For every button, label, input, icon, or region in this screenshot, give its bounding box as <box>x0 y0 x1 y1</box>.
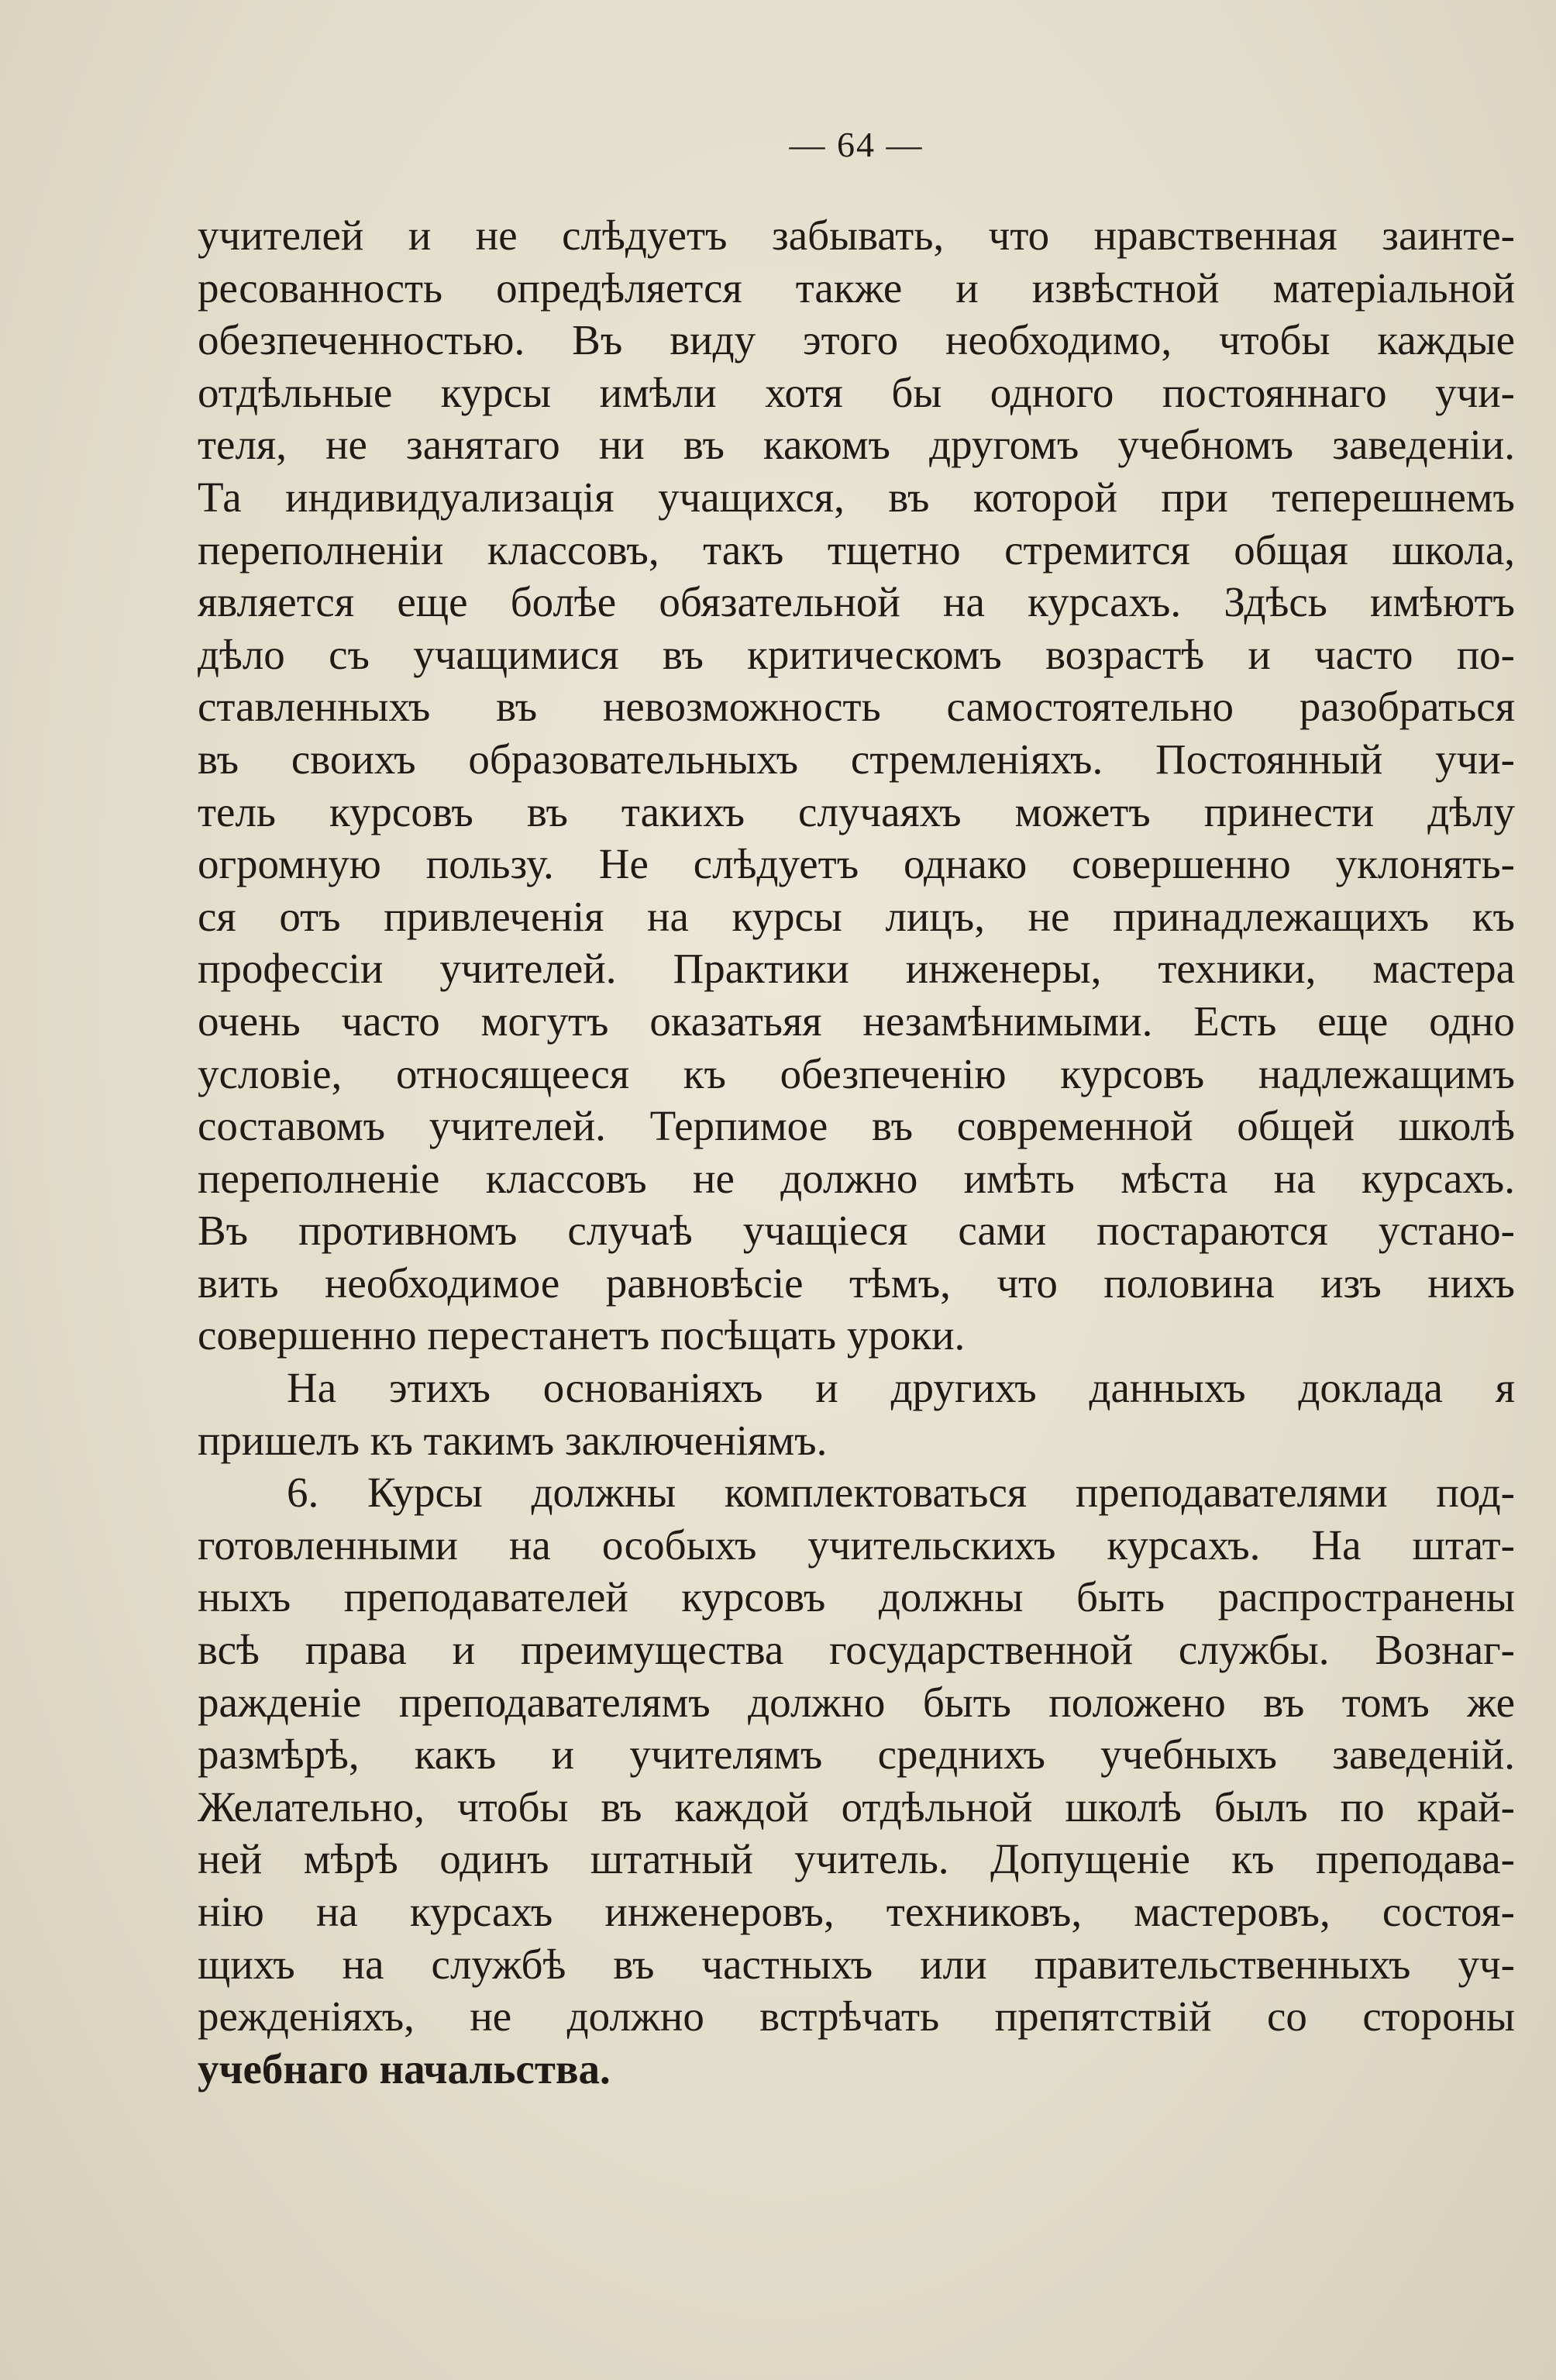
text-line: Въ противномъ случаѣ учащіеся сами постараются устано- <box>198 1207 1515 1255</box>
text-line: дѣло съ учащимися въ критическомъ возрастѣ и часто по- <box>198 630 1515 678</box>
text-line: ней мѣрѣ одинъ штатный учитель. Допущеніе къ преподава- <box>198 1835 1515 1883</box>
text-line: пришелъ къ такимъ заключеніямъ. <box>198 1416 828 1464</box>
page-body-text <box>198 209 1515 2095</box>
text-line: совершенно перестанетъ посѣщать уроки. <box>198 1311 966 1359</box>
text-line: Та индивидуализація учащихся, въ которой при теперешнемъ <box>198 473 1515 521</box>
text-line: 6. Курсы должны комплектоваться преподавателями под- <box>287 1469 1515 1517</box>
text-line: ныхъ преподавателей курсовъ должны быть распространены <box>198 1573 1515 1621</box>
text-line: тель курсовъ въ такихъ случаяхъ можетъ принести дѣлу <box>198 787 1515 835</box>
text-line: готовленными на особыхъ учительскихъ курсахъ. На штат- <box>198 1521 1515 1569</box>
text-line: щихъ на службѣ въ частныхъ или правительственныхъ уч- <box>198 1940 1515 1988</box>
text-line: теля, не занятаго ни въ какомъ другомъ учебномъ заведеніи. <box>198 421 1515 469</box>
text-line: нію на курсахъ инженеровъ, техниковъ, мастеровъ, состоя- <box>198 1888 1515 1935</box>
text-line: На этихъ основаніяхъ и другихъ данныхъ доклада я <box>287 1364 1515 1412</box>
text-line: учителей и не слѣдуетъ забывать, что нравственная заинте- <box>198 212 1515 259</box>
text-line: составомъ учителей. Терпимое въ современной общей школѣ <box>198 1102 1515 1150</box>
text-line: огромную пользу. Не слѣдуетъ однако совершенно уклонять- <box>198 840 1515 888</box>
text-line: вить необходимое равновѣсіе тѣмъ, что половина изъ нихъ <box>198 1259 1515 1307</box>
text-line: размѣрѣ, какъ и учителямъ среднихъ учебныхъ заведеній. <box>198 1731 1515 1779</box>
text-line: обезпеченностью. Въ виду этого необходимо, чтобы каждые <box>198 316 1515 364</box>
text-line: учебнаго начальства. <box>198 2044 611 2092</box>
text-line: переполненіе классовъ не должно имѣть мѣста на курсахъ. <box>198 1154 1515 1202</box>
text-line: режденіяхъ, не должно встрѣчать препятствій со стороны <box>198 1993 1515 2041</box>
text-line: является еще болѣе обязательной на курсахъ. Здѣсь имѣютъ <box>198 578 1515 626</box>
text-line: Желательно, чтобы въ каждой отдѣльной школѣ былъ по край- <box>198 1782 1515 1831</box>
text-line: ся отъ привлеченія на курсы лицъ, не принадлежащихъ къ <box>198 892 1515 940</box>
page-number: — 64 — <box>789 125 924 164</box>
text-line: очень часто могутъ оказатьяя незамѣнимыми. Есть еще одно <box>198 997 1515 1045</box>
text-line: условіе, относящееся къ обезпеченію курсовъ надлежащимъ <box>198 1049 1515 1097</box>
text-line: въ своихъ образовательныхъ стремленіяхъ. Постоянный учи- <box>198 735 1515 783</box>
text-line: ражденіе преподавателямъ должно быть положено въ томъ же <box>198 1678 1515 1726</box>
text-line: переполненіи классовъ, такъ тщетно стремится общая школа, <box>198 525 1515 573</box>
book-page <box>198 116 1515 2333</box>
text-line: ставленныхъ въ невозможность самостоятельно разобраться <box>198 683 1515 731</box>
text-line: отдѣльные курсы имѣли хотя бы одного постояннаго учи- <box>198 368 1515 416</box>
text-line: профессіи учителей. Практики инженеры, техники, мастера <box>198 945 1515 993</box>
text-line: всѣ права и преимущества государственной службы. Вознаг- <box>198 1626 1515 1674</box>
text-line: ресованность опредѣляется также и извѣстной матеріальной <box>198 263 1515 312</box>
